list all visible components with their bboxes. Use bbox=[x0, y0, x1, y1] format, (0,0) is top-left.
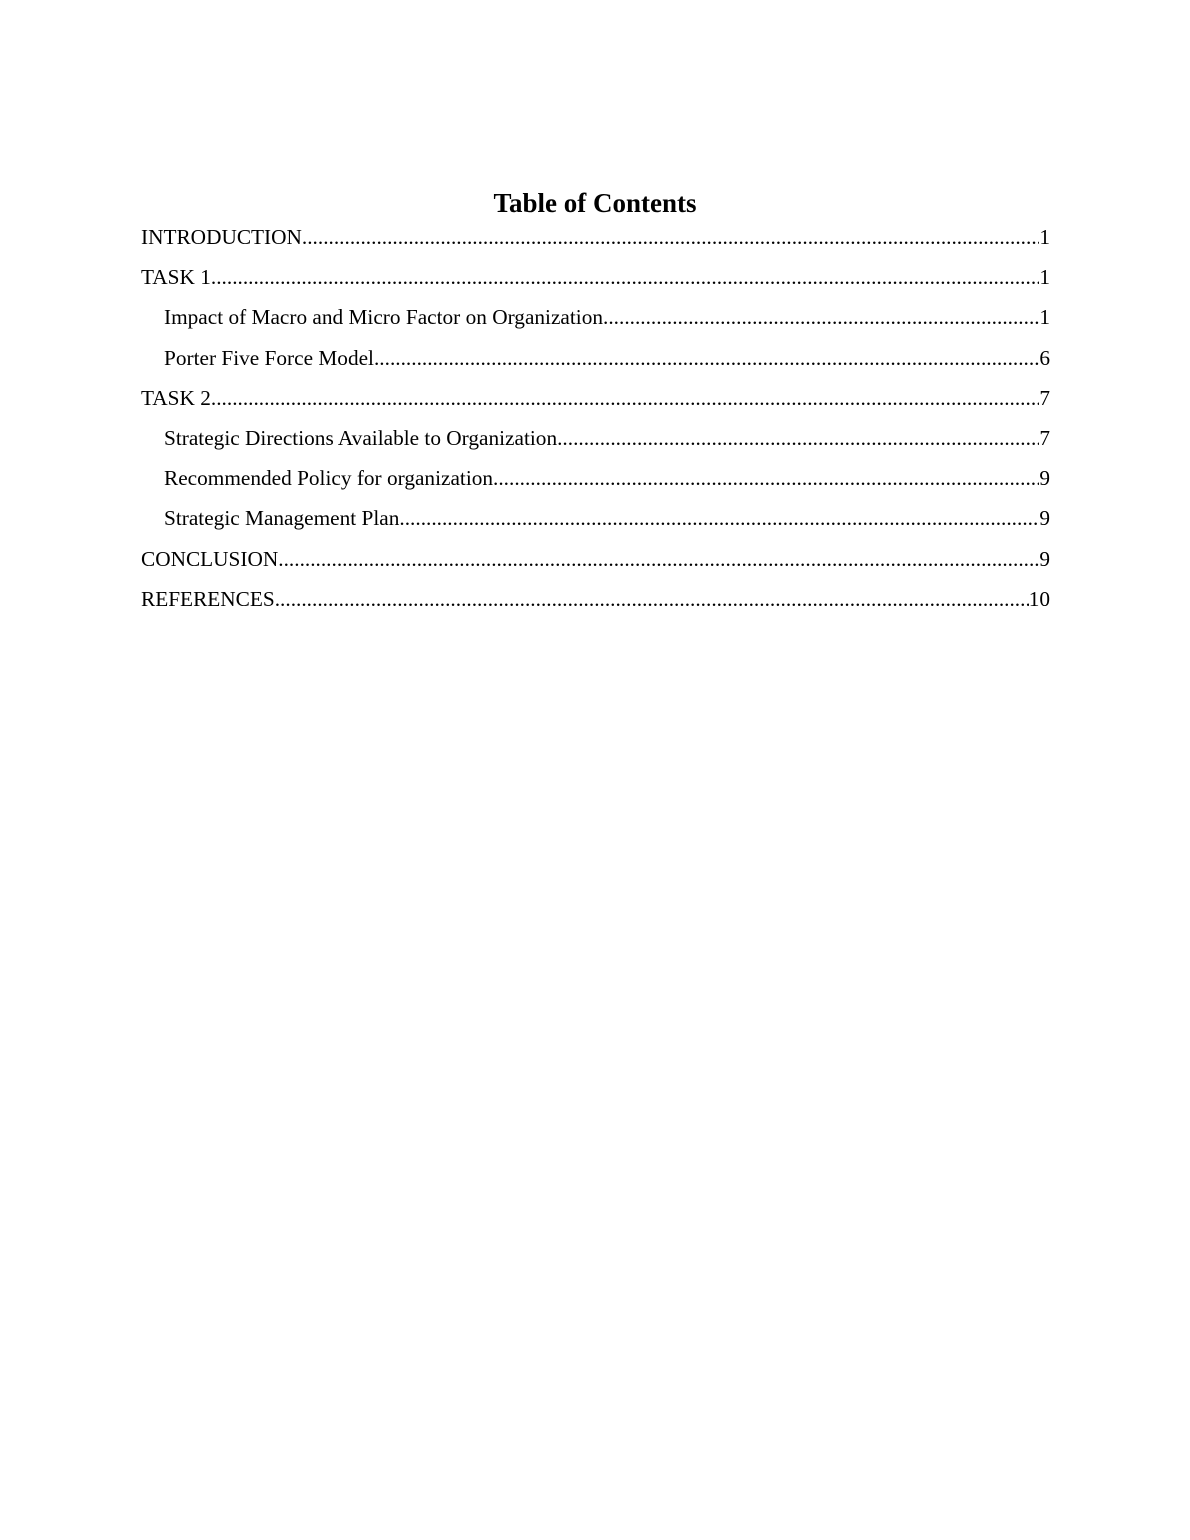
toc-page-number: 9 bbox=[1039, 546, 1050, 571]
toc-dot-leader bbox=[603, 302, 1039, 332]
toc-entry-text: Strategic Directions Available to Organization bbox=[164, 425, 558, 450]
toc-page-number: 1 bbox=[1039, 265, 1050, 290]
toc-entry-porter-five-force[interactable] bbox=[141, 343, 1050, 383]
toc-list bbox=[141, 222, 1050, 624]
toc-entry-text: TASK 2 bbox=[141, 385, 211, 410]
toc-page-number: 7 bbox=[1039, 425, 1050, 450]
toc-page-number: 9 bbox=[1039, 506, 1050, 531]
toc-dot-leader bbox=[493, 463, 1039, 493]
toc-page-number: 1 bbox=[1039, 225, 1050, 249]
toc-entry-recommended-policy[interactable] bbox=[141, 463, 1050, 503]
toc-entry-text: INTRODUCTION bbox=[141, 225, 302, 249]
toc-entry-text: CONCLUSION bbox=[141, 546, 279, 571]
toc-entry-references[interactable] bbox=[141, 584, 1050, 624]
toc-entry-text: Recommended Policy for organization bbox=[164, 466, 494, 491]
toc-page-number: 6 bbox=[1039, 345, 1050, 370]
toc-entry-task-2[interactable] bbox=[141, 383, 1050, 423]
toc-dot-leader bbox=[275, 584, 1029, 614]
toc-entry-text: TASK 1 bbox=[141, 265, 211, 290]
toc-entry-task-1[interactable] bbox=[141, 262, 1050, 302]
toc-dot-leader bbox=[557, 423, 1039, 453]
toc-entry-strategic-directions[interactable] bbox=[141, 423, 1050, 463]
toc-page-number: 7 bbox=[1039, 385, 1050, 410]
toc-dot-leader bbox=[211, 383, 1039, 413]
toc-entry-text: Impact of Macro and Micro Factor on Organization bbox=[164, 305, 604, 330]
toc-title: Table of Contents bbox=[493, 188, 697, 218]
toc-dot-leader bbox=[211, 262, 1039, 292]
toc-entry-text: Strategic Management Plan bbox=[164, 506, 400, 531]
toc-entry-strategic-management-plan[interactable] bbox=[141, 503, 1050, 543]
toc-dot-leader bbox=[302, 222, 1039, 252]
toc-entry-text: REFERENCES bbox=[141, 586, 275, 611]
toc-entry-introduction[interactable] bbox=[141, 222, 1050, 262]
toc-entry-macro-micro-factor[interactable] bbox=[141, 302, 1050, 342]
toc-page-number: 9 bbox=[1039, 466, 1050, 491]
toc-page-number: 1 bbox=[1039, 305, 1050, 330]
toc-page-number: 10 bbox=[1028, 586, 1050, 611]
toc-dot-leader bbox=[399, 503, 1039, 533]
toc-dot-leader bbox=[278, 544, 1039, 574]
toc-entry-conclusion[interactable] bbox=[141, 544, 1050, 584]
toc-entry-text: Porter Five Force Model bbox=[164, 345, 374, 370]
toc-dot-leader bbox=[374, 343, 1039, 373]
